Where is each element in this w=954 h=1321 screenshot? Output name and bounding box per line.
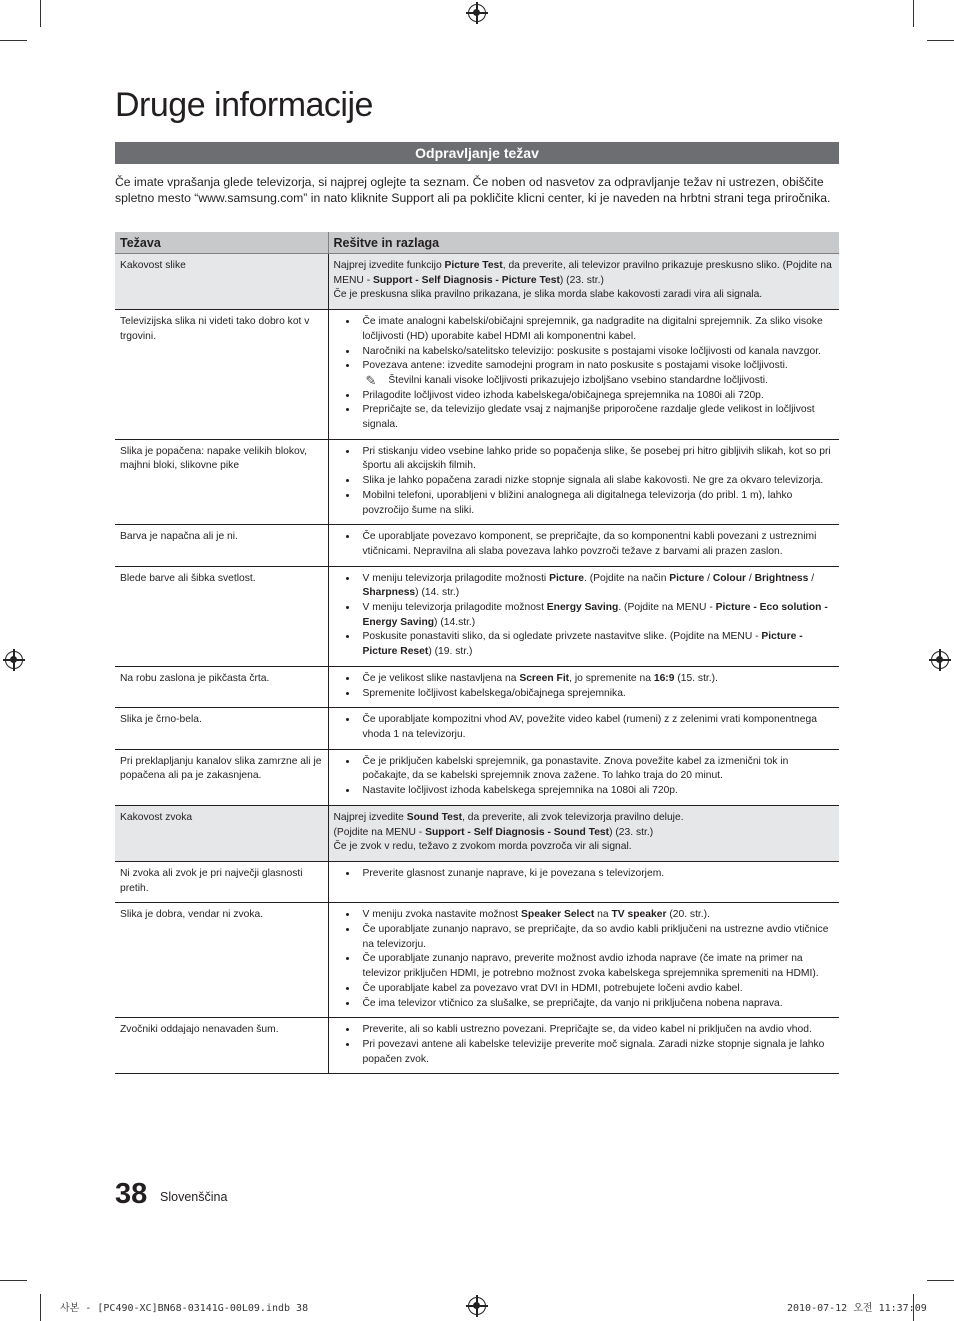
note [363, 374, 835, 389]
problem-cell: Barva je napačna ali je ni. [115, 525, 328, 566]
solution-list [334, 867, 835, 882]
text-segment: Mobilni telefoni, uporabljeni v bližini analognega ali digitalnega televizorja (do pribl. 1 m), lahko povzročijo šume na sliki. [362, 489, 793, 516]
text-segment: - [706, 602, 716, 614]
list-item [358, 908, 835, 923]
text-segment: Če je preskusna slika pravilno prikazana, je slika morda slabe kakovosti zaradi vira ali signala. [333, 289, 763, 301]
text-segment: Če uporabljate zunanjo napravo, se prepričajte, da so avdio kabli priključeni na ustrezne avdio vtičnice na televizorju. [362, 924, 829, 950]
table-row [115, 1018, 839, 1074]
solution-cell [328, 749, 839, 805]
text-segment: Prepričajte se, da televizijo gledate vsaj z najmanjše priporočene razdalje glede velikost in ločljivost signala. [362, 404, 815, 431]
text-segment: - [415, 826, 426, 838]
text-segment: Če je priključen kabelski sprejemnik, ga ponastavite. Znova povežite kabel za izmenični tok in počakajte, da se kabelski sprejemnik znova zažene. To lahko traja do 20 minut. [362, 755, 789, 782]
text-segment: (Pojdite na [333, 826, 386, 838]
section-header: Odpravljanje težav [115, 142, 839, 164]
bold-term: Picture [669, 572, 705, 584]
text-segment: Pri povezavi antene ali kabelske televizije preverite moč signala. Zaradi nizke stopnje signala je lahko popačen zvok. [362, 1038, 825, 1065]
solution-cell [328, 666, 839, 707]
menu-term: MENU [333, 274, 364, 286]
solution-list [334, 713, 835, 742]
bold-term: Picture - Eco solution - Energy Saving [362, 602, 828, 628]
list-item [358, 389, 835, 404]
solution-cell [328, 254, 839, 310]
crop-mark [927, 40, 954, 41]
list-item [358, 672, 835, 687]
text-segment: ) (14. str.) [415, 587, 460, 599]
bold-term: Colour [712, 572, 746, 584]
text-segment: Prilagodite ločljivost video izhoda kabelskega/običajnega sprejemnika na 1080i ali 720p. [362, 389, 764, 401]
table-row [115, 254, 839, 310]
solution-cell [328, 525, 839, 566]
table-row [115, 525, 839, 566]
note-pencil-icon: ✎ [365, 372, 377, 388]
registration-mark-icon [5, 651, 23, 669]
table-body [115, 254, 839, 1074]
registration-mark-icon [468, 1297, 486, 1315]
text-segment: Poskusite ponastaviti sliko, da si ogledate privzete nastavitve slike. (Pojdite na [362, 631, 722, 643]
solution-cell [328, 439, 839, 525]
list-item [358, 315, 835, 344]
solution-list [334, 672, 835, 701]
list-item [358, 445, 835, 474]
table-row [115, 439, 839, 525]
solution-list [334, 908, 835, 1011]
text-segment: / [704, 572, 713, 584]
table-row [115, 749, 839, 805]
registration-mark-icon [931, 651, 949, 669]
list-item [358, 1023, 835, 1038]
menu-term: MENU [676, 602, 707, 614]
bold-term: Sharpness [362, 587, 416, 599]
list-item [358, 345, 835, 360]
list-item [358, 952, 835, 981]
bold-term: Picture [549, 572, 584, 584]
solution-cell [328, 903, 839, 1018]
solution-line [334, 259, 835, 288]
column-header-solution: Rešitve in razlaga [328, 232, 839, 254]
list-item [358, 755, 835, 784]
bold-term: Sound Test [406, 811, 463, 823]
bold-term: Picture - Picture Reset [362, 631, 803, 658]
problem-cell: Na robu zaslona je pikčasta črta. [115, 666, 328, 707]
text-segment: Povezava antene: izvedite samodejni program in nato poskusite s postajami visoke ločljivosti. [362, 360, 788, 372]
solution-line [334, 826, 835, 841]
bold-term: 16:9 [653, 672, 675, 684]
table-row [115, 666, 839, 707]
table-row [115, 566, 839, 666]
footer-language: Slovenščina [160, 1190, 228, 1204]
troubleshooting-table [115, 232, 839, 1074]
list-item [358, 403, 835, 432]
crop-mark [913, 0, 914, 27]
text-segment: ) (19. str.) [428, 646, 473, 658]
bold-term: Brightness [754, 572, 809, 584]
text-segment: Če uporabljate zunanjo napravo, preverite možnost avdio izhoda naprave (če imate na primer na televizor priključen HDMI, je potrebno možnost zvoka kabelskega sprejemnika spremeniti na HDMI). [362, 953, 819, 980]
text-segment: Če je velikost slike nastavljena na [362, 672, 520, 684]
solution-line [334, 840, 835, 855]
text-segment: V meniju televizorja prilagodite možnosti [362, 572, 550, 584]
list-item [358, 713, 835, 742]
text-segment: - [752, 631, 762, 643]
text-segment: (15. str.). [674, 672, 718, 684]
text-segment: , jo spremenite na [569, 672, 654, 684]
text-segment: , da preverite, ali zvok televizorja pravilno deluje. [462, 811, 684, 823]
list-item [358, 1038, 835, 1067]
problem-cell: Slika je popačena: napake velikih blokov, majhni bloki, slikovne pike [115, 439, 328, 525]
solution-line [334, 811, 835, 826]
text-segment: Spremenite ločljivost kabelskega/običajnega sprejemnika. [362, 687, 626, 699]
crop-mark [0, 1280, 27, 1281]
list-item [358, 687, 835, 702]
table-row [115, 310, 839, 440]
list-item [358, 630, 835, 659]
solution-list [334, 755, 835, 799]
registration-mark-icon [468, 4, 486, 22]
bold-term: TV speaker [611, 909, 667, 921]
crop-mark [40, 1294, 41, 1321]
table-row [115, 861, 839, 902]
text-segment: (20. str.). [666, 909, 710, 921]
crop-mark [927, 1280, 954, 1281]
text-segment: Preverite glasnost zunanje naprave, ki je povezana s televizorjem. [362, 867, 665, 879]
table-row [115, 708, 839, 749]
solution-cell [328, 1018, 839, 1074]
text-segment: / [808, 572, 815, 584]
list-item [358, 923, 835, 952]
menu-term: MENU [721, 631, 753, 643]
solution-list [334, 445, 835, 519]
solution-cell [328, 708, 839, 749]
problem-cell: Televizijska slika ni videti tako dobro kot v trgovini. [115, 310, 328, 440]
solution-list [334, 572, 835, 660]
text-segment: . (Pojdite na način [584, 572, 670, 584]
table-row [115, 805, 839, 861]
text-segment: Slika je lahko popačena zaradi nizke stopnje signala ali slabe kakovosti. Ne gre za okvaro televizorja. [362, 475, 824, 487]
text-segment: Najprej izvedite [333, 811, 407, 823]
text-segment: V meniju zvoka nastavite možnost [362, 909, 522, 921]
problem-cell: Kakovost slike [115, 254, 328, 310]
list-item [358, 359, 835, 388]
print-info-left: 사본 - [PC490-XC]BN68-03141G-00L09.indb 38 [60, 1303, 309, 1314]
problem-cell: Blede barve ali šibka svetlost. [115, 566, 328, 666]
problem-cell: Pri preklapljanju kanalov slika zamrzne ali je popačena ali pa je zakasnjena. [115, 749, 328, 805]
page-title: Druge informacije [115, 86, 373, 124]
problem-cell: Slika je dobra, vendar ni zvoka. [115, 903, 328, 1018]
solution-list [334, 1023, 835, 1067]
problem-cell: Slika je črno-bela. [115, 708, 328, 749]
text-segment: / [746, 572, 755, 584]
bold-term: Energy Saving [546, 602, 619, 614]
list-item [358, 530, 835, 559]
text-segment: Če imate analogni kabelski/običajni sprejemnik, ga nadgradite na digitalni sprejemnik. Za sliko visoke ločljivosti (HD) uporabite kabel HDMI ali komponentni kabel. [362, 316, 823, 342]
list-item [358, 982, 835, 997]
bold-term: Picture Test [444, 260, 503, 271]
text-segment: Če je zvok v redu, težavo z zvokom morda povzroča vir ali signal. [333, 841, 632, 853]
list-item [358, 572, 835, 601]
text-segment: ) (14.str.) [434, 616, 476, 628]
list-item [358, 784, 835, 799]
bold-term: Screen Fit [519, 672, 570, 684]
list-item [358, 867, 835, 882]
note-text: Številni kanali visoke ločljivosti prikazujejo izboljšano vsebino standardne ločljivosti. [388, 374, 768, 386]
text-segment: V meniju televizorja prilagodite možnost [362, 602, 547, 614]
text-segment: - [363, 274, 373, 286]
crop-mark [0, 40, 27, 41]
text-segment: Nastavite ločljivost izhoda kabelskega sprejemnika na 1080i ali 720p. [362, 785, 678, 797]
text-segment: . (Pojdite na [618, 602, 677, 614]
problem-cell: Kakovost zvoka [115, 805, 328, 861]
print-info-right: 2010-07-12 오전 11:37:09 [787, 1303, 927, 1314]
solution-list [334, 315, 835, 433]
bold-term: Speaker Select [521, 909, 595, 921]
bold-term: Support - Self Diagnosis - Picture Test [372, 274, 560, 286]
text-segment: Pri stiskanju video vsebine lahko pride so popačenja slike, še posebej pri hitro gibljivih slikah, kot so pri športu ali akcijskih filmih. [362, 445, 831, 472]
solution-cell [328, 566, 839, 666]
crop-mark [40, 0, 41, 27]
solution-line [334, 288, 835, 303]
menu-term: MENU [385, 826, 416, 838]
problem-cell: Ni zvoka ali zvok je pri največji glasnosti pretih. [115, 861, 328, 902]
intro-paragraph: Če imate vprašanja glede televizorja, si najprej oglejte ta seznam. Če noben od nasvetov za odpravljanje težav ni ustrezen, obiščite spletno mesto “www.samsung.com” in nato kliknite Support ali pa pokličite klicni center, ki je naveden na hrbtni strani tega priročnika. [115, 175, 831, 205]
text-segment: , da preverite, ali televizor pravilno prikazuje preskusno sliko. (Pojdite na [502, 260, 832, 271]
column-header-problem: Težava [115, 232, 328, 254]
text-segment: Preverite, ali so kabli ustrezno povezani. Prepričajte se, da video kabel ni priključen na avdio vhod. [362, 1024, 812, 1036]
solution-cell [328, 310, 839, 440]
text-segment: na [594, 909, 612, 921]
solution-cell [328, 861, 839, 902]
table-header-row [115, 232, 839, 254]
text-segment: Naročniki na kabelsko/satelitsko televizijo: poskusite s postajami visoke ločljivosti od kanala navzgor. [362, 345, 821, 357]
problem-cell: Zvočniki oddajajo nenavaden šum. [115, 1018, 328, 1074]
text-segment: ) (23. str.) [559, 274, 604, 286]
page-number: 38 [115, 1178, 148, 1210]
list-item [358, 601, 835, 630]
list-item [358, 489, 835, 518]
text-segment: ) (23. str.) [609, 826, 654, 838]
list-item [358, 997, 835, 1012]
text-segment: Če ima televizor vtičnico za slušalke, se prepričajte, da vanjo ni priključena nobena naprava. [362, 997, 783, 1009]
text-segment: Najprej izvedite funkcijo [333, 260, 445, 271]
text-segment: Če uporabljate kabel za povezavo vrat DVI in HDMI, potrebujete ločeni avdio kabel. [362, 982, 743, 994]
bold-term: Support - Self Diagnosis - Sound Test [425, 826, 610, 838]
text-segment: Če uporabljate povezavo komponent, se prepričajte, da so komponentni kabli povezani z ustreznimi vtičnicami. Nepravilna ali slaba povezava lahko povzroči težave z barvami ali prazen zaslon. [362, 531, 817, 557]
solution-cell [328, 805, 839, 861]
table-row [115, 903, 839, 1018]
list-item [358, 474, 835, 489]
solution-list [334, 530, 835, 559]
text-segment: Če uporabljate kompozitni vhod AV, povežite video kabel (rumeni) z z zelenimi vrati komponentnega vhoda 1 na televizorju. [362, 714, 817, 740]
